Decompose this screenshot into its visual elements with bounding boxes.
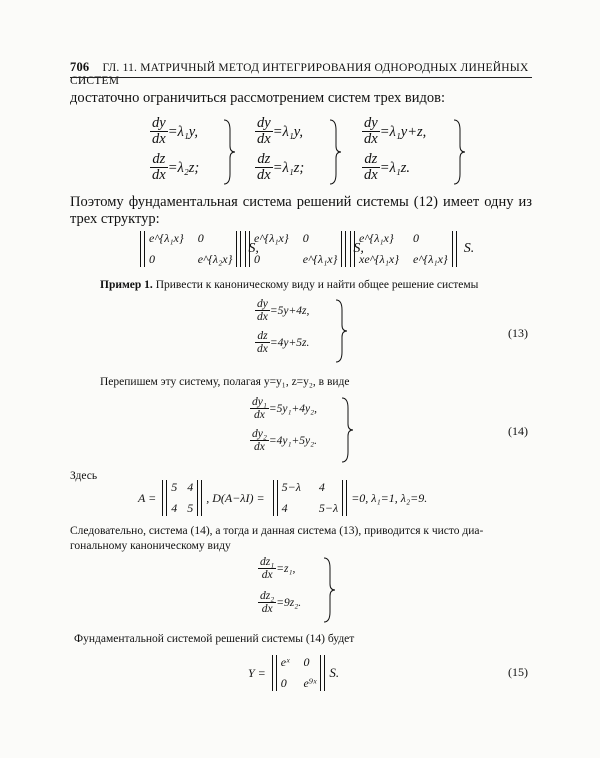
canonical-system xyxy=(258,556,301,615)
s-dot: S. xyxy=(463,241,475,256)
s2-bot: =λ₁z; xyxy=(272,159,305,176)
s3-top: =λ₁y+z, xyxy=(379,123,427,140)
equation-14 xyxy=(250,396,317,453)
d-22: 5−λ xyxy=(318,501,339,515)
example-text: Привести к каноническому виду и найти общее решение системы xyxy=(155,279,479,291)
eq13-top-rhs: =5y+4z, xyxy=(269,304,310,317)
y-11: eˣ xyxy=(280,655,290,669)
y-solution xyxy=(248,655,339,691)
dy-num: dy xyxy=(364,115,378,131)
right-brace-2 xyxy=(328,118,342,186)
m3-c: xe^{λ₁x} xyxy=(359,252,400,266)
dx-den: dx xyxy=(257,342,268,355)
conclusion xyxy=(70,524,532,554)
s-comma-2: S, xyxy=(353,241,364,256)
dx-den: dx xyxy=(152,167,166,184)
s3-bot: =λ₁z. xyxy=(379,159,411,176)
s-comma-1: S, xyxy=(248,241,259,256)
eq14-tag: (14) xyxy=(508,424,528,438)
canon-bot-num: dz₂ xyxy=(260,589,275,602)
eq13-bot-num: dz xyxy=(255,330,270,343)
intro-line: достаточно ограничиться рассмотрением систем трех видов: xyxy=(70,90,446,106)
d-21: 4 xyxy=(281,501,288,515)
dz-num: dz xyxy=(362,152,380,168)
s2-top: =λ₁y, xyxy=(272,123,304,140)
canon-bot-rhs: =9z₂. xyxy=(276,596,302,609)
canon-top-rhs: =z₁, xyxy=(276,562,296,575)
dz-num: dz xyxy=(255,152,273,168)
y-22: e⁹ˣ xyxy=(303,676,317,690)
right-brace-3 xyxy=(452,118,466,186)
eq13-top-num: dy xyxy=(257,298,268,310)
eq14-top-rhs: =5y₁+4y₂, xyxy=(268,402,317,415)
running-header xyxy=(70,60,532,87)
example-heading xyxy=(100,279,478,291)
dz-num: dz xyxy=(150,152,168,168)
s1-bot: =λ₂z; xyxy=(167,159,200,176)
eq14-bot-num: dy₂ xyxy=(252,427,267,440)
m2-c: 0 xyxy=(254,252,260,266)
eq13-tag: (13) xyxy=(508,326,528,340)
running-title: ГЛ. 11. МАТРИЧНЫЙ МЕТОД ИНТЕГРИРОВАНИЯ ОДНОРОДНЫХ ЛИНЕЙНЫХ СИСТЕМ xyxy=(70,62,529,87)
a-12: 4 xyxy=(187,480,194,494)
eq14-top-num: dy₁ xyxy=(252,396,267,408)
m2-b: 0 xyxy=(302,231,309,245)
d-11: 5−λ xyxy=(281,480,301,494)
fund14-text: Фундаментальной системой решений системы (14) будет xyxy=(74,633,355,645)
dx-den: dx xyxy=(261,569,273,582)
dx-den: dx xyxy=(257,311,268,324)
dx-den: dx xyxy=(364,131,378,148)
system-3 xyxy=(362,116,426,184)
here-label: Здесь xyxy=(70,470,98,482)
dx-den: dx xyxy=(257,167,271,184)
fundamental-text: Поэтому фундаментальная система решений системы (12) имеет одну из трех структур: xyxy=(70,194,532,227)
conclusion-line-1: Следовательно, система (14), а тогда и данная система (13), приводится к чисто диа- xyxy=(70,525,484,537)
dx-den: dx xyxy=(152,131,166,148)
right-brace-14 xyxy=(340,396,354,464)
page-number: 706 xyxy=(70,60,90,74)
y-lhs: Y = xyxy=(248,665,266,680)
y-21: 0 xyxy=(280,676,287,690)
right-brace-13 xyxy=(334,298,348,364)
dy-num: dy xyxy=(152,115,166,131)
dx-den: dx xyxy=(254,440,265,453)
m1-d: e^{λ₂x} xyxy=(197,252,233,266)
conclusion-line-2: гональному каноническому виду xyxy=(70,540,231,552)
m3-d: e^{λ₁x} xyxy=(413,252,448,266)
dx-den: dx xyxy=(257,131,271,148)
m3-b: 0 xyxy=(413,231,420,245)
d-lhs: , D(A−λI) = xyxy=(206,490,265,505)
eq13-bot-rhs: =4y+5z. xyxy=(269,336,310,349)
structure-3 xyxy=(346,231,474,267)
system-2 xyxy=(255,116,304,184)
dy-num: dy xyxy=(257,115,271,131)
right-brace-canon xyxy=(322,556,336,624)
s1-top: =λ₁y, xyxy=(167,123,199,140)
dx-den: dx xyxy=(254,409,265,422)
dx-den: dx xyxy=(364,167,378,184)
a-lhs: A = xyxy=(138,490,157,505)
m1-c: 0 xyxy=(149,252,155,266)
a-11: 5 xyxy=(171,480,178,494)
d-12: 4 xyxy=(318,480,325,494)
a-21: 4 xyxy=(171,501,178,515)
right-brace-1 xyxy=(222,118,236,186)
header-rule xyxy=(70,77,532,78)
y-s: S. xyxy=(329,665,340,680)
eq15-tag: (15) xyxy=(508,665,528,679)
canon-top-num: dz₁ xyxy=(260,556,275,568)
eq14-bot-rhs: =4y₁+5y₂. xyxy=(268,434,317,447)
m1-a: e^{λ₁x} xyxy=(149,231,184,245)
d-rhs: =0, λ₁=1, λ₂=9. xyxy=(351,490,428,505)
m2-d: e^{λ₁x} xyxy=(302,252,338,266)
example-label: Пример 1. xyxy=(100,279,153,291)
system-1 xyxy=(150,116,199,184)
a-22: 5 xyxy=(187,501,194,515)
m1-b: 0 xyxy=(197,231,204,245)
equation-13 xyxy=(255,298,309,355)
dx-den: dx xyxy=(261,602,273,615)
matrix-line xyxy=(138,480,427,516)
m2-a: e^{λ₁x} xyxy=(254,231,289,245)
y-12: 0 xyxy=(303,655,310,669)
rewrite-text: Перепишем эту систему, полагая y=y₁, z=y₂, в виде xyxy=(100,376,350,388)
m3-a: e^{λ₁x} xyxy=(359,231,394,245)
